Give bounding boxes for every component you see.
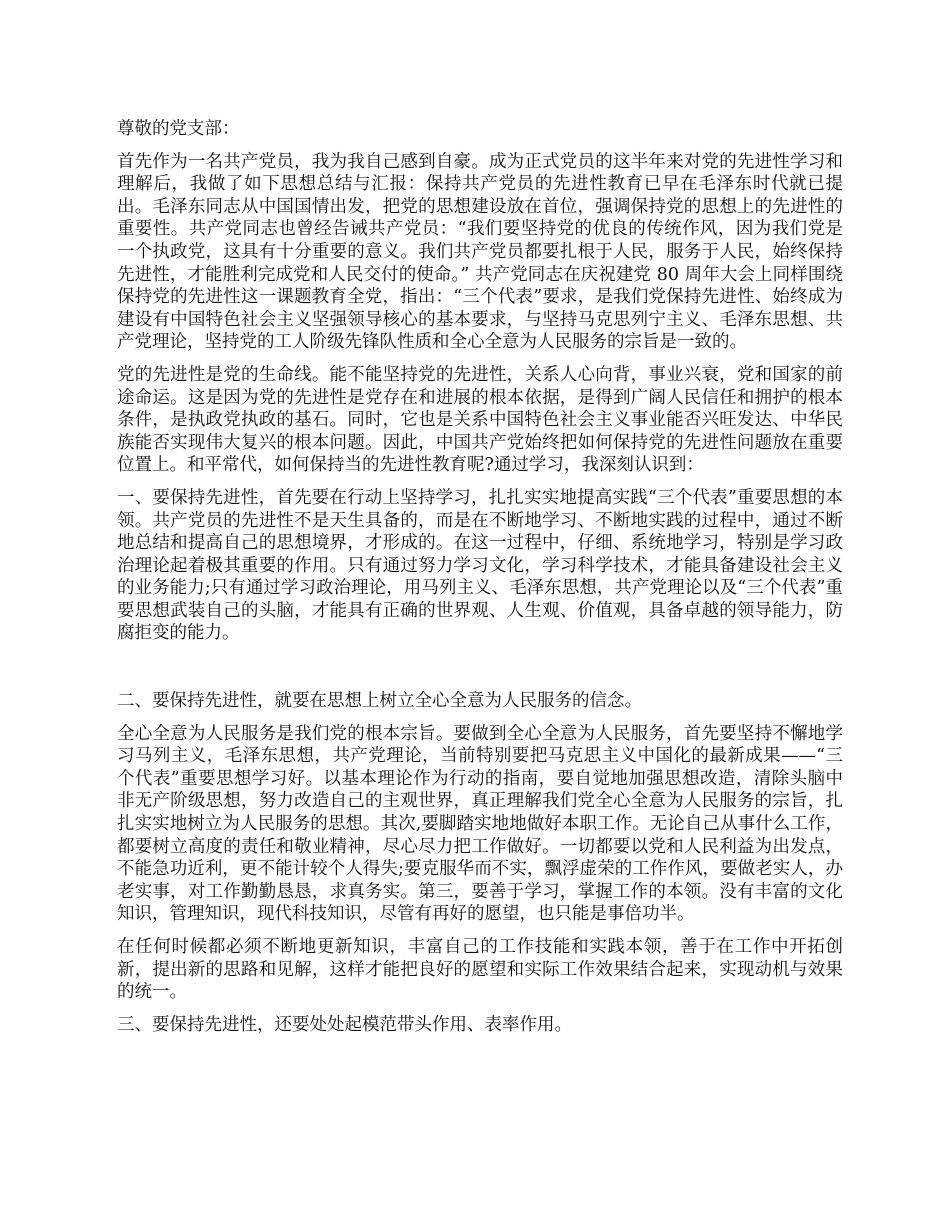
paragraph-intro: 首先作为一名共产党员，我为我自己感到自豪。成为正式党员的这半年来对党的先进性学习和理解后，我做了如下思想总结与汇报：保持共产党员的先进性教育已早在毛泽东时代就已提出。毛泽东同志从中国国情出发，把党的思想建设放在首位，强调保持党的思想上的先进性的重要性。共产党同志也曾经告诫共产党员：“我们要坚持党的优良的传统作风，因为我们党是一个执政党，这具有十分重要的意义。我们共产党员都要扎根于人民，服务于人民，始终保持先进性，才能胜利完成党和人民交付的使命。” 共产党同志在庆祝建党 80 周年大会上同样围绕保持党的先进性这一课题教育全党，指出：“三个代表”要求，是我们党保持先进性、始终成为建设有中国特色社会主义坚强领导核心的基本要求，与坚持马克思列宁主义、毛泽东思想、共产党理论，坚持党的工人阶级先锋队性质和全心全意为人民服务的宗旨是一致的。 [117, 151, 843, 353]
paragraph-serve-people: 全心全意为人民服务是我们党的根本宗旨。要做到全心全意为人民服务，首先要坚持不懈地学习马列主义，毛泽东思想，共产党理论，当前特别要把马克思主义中国化的最新成果——“三个代表”重要思想学习好。以基本理论作为行动的指南，要自觉地加强思想改造，清除头脑中非无产阶级思想，努力改造自己的主观世界，真正理解我们党全心全意为人民服务的宗旨，扎扎实实地树立为人民服务的思想。其次,要脚踏实地地做好本职工作。无论自己从事什么工作，都要树立高度的责任和敬业精神，尽心尽力把工作做好。一切都要以党和人民利益为出发点，不能急功近利，更不能计较个人得失;要克服华而不实，飘浮虚荣的工作作风，要做老实人，办老实事，对工作勤勤恳恳，求真务实。第三，要善于学习，掌握工作的本领。没有丰富的文化知识，管理知识，现代科技知识，尽管有再好的愿望，也只能是事倍功半。 [117, 723, 843, 925]
paragraph-update-knowledge: 在任何时候都必须不断地更新知识，丰富自己的工作技能和实践本领，善于在工作中开拓创新，提出新的思路和见解，这样才能把良好的愿望和实际工作效果结合起来，实现动机与效果的统一。 [117, 937, 843, 1003]
paragraph-lifeline: 党的先进性是党的生命线。能不能坚持党的先进性，关系人心向背，事业兴衰，党和国家的前途命运。这是因为党的先进性是党存在和进展的根本依据，是得到广阔人民信任和拥护的根本条件，是执政党执政的基石。同时，它也是关系中国特色社会主义事业能否兴旺发达、中华民族能否实现伟大复兴的根本问题。因此，中国共产党始终把如何保持党的先进性问题放在重要位置上。和平常代，如何保持当的先进性教育呢?通过学习，我深刻认识到： [117, 364, 843, 476]
paragraph-point-one: 一、要保持先进性，首先要在行动上坚持学习，扎扎实实地提高实践“三个代表”重要思想的本领。共产党员的先进性不是天生具备的，而是在不断地学习、不断地实践的过程中，通过不断地总结和提高自己的思想境界，才形成的。在这一过程中，仔细、系统地学习，特别是学习政治理论起着极其重要的作用。只有通过努力学习文化，学习科学技术，才能具备建设社会主义的业务能力;只有通过学习政治理论，用马列主义、毛泽东思想，共产党理论以及“三个代表”重要思想武装自己的头脑，才能具有正确的世界观、人生观、价值观，具备卓越的领导能力，防腐拒变的能力。 [117, 487, 843, 644]
heading-point-three: 三、要保持先进性，还要处处起模范带头作用、表率作用。 [117, 1014, 572, 1035]
heading-point-two: 二、要保持先进性，就要在思想上树立全心全意为人民服务的信念。 [117, 691, 642, 712]
document-body [117, 118, 843, 1046]
salutation: 尊敬的党支部： [117, 119, 240, 139]
